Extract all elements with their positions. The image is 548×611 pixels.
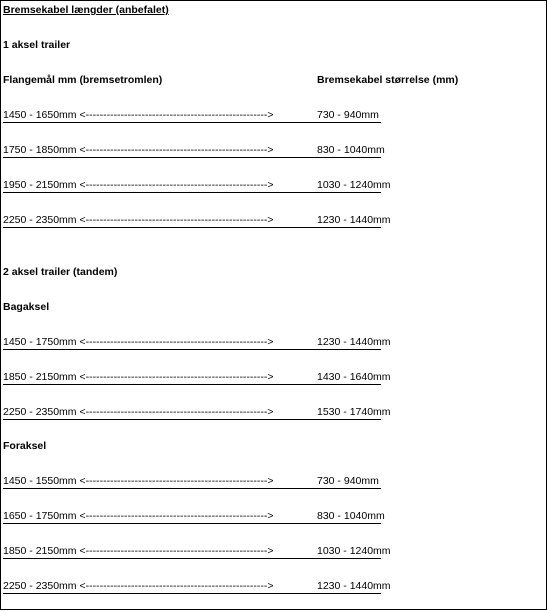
cable-range: 730 - 940mm (317, 109, 379, 121)
cable-range: 730 - 940mm (317, 475, 379, 487)
table-row (3, 371, 391, 385)
table-row (3, 214, 391, 228)
column-header-flange: Flangemål mm (bremsetromlen) (3, 74, 163, 86)
table-row (3, 510, 385, 524)
flange-range: 1750 - 1850mm <----------------------------------------------------> (3, 144, 274, 156)
flange-range: 2250 - 2350mm <----------------------------------------------------> (3, 214, 274, 226)
cable-range: 1030 - 1240mm (317, 179, 391, 191)
flange-range: 2250 - 2350mm <----------------------------------------------------> (3, 580, 274, 592)
cable-range: 1230 - 1440mm (317, 214, 391, 226)
flange-range: 1450 - 1750mm <----------------------------------------------------> (3, 336, 274, 348)
flange-range: 1450 - 1550mm <----------------------------------------------------> (3, 475, 274, 487)
cable-range: 1530 - 1740mm (317, 406, 391, 418)
flange-range: 1450 - 1650mm <----------------------------------------------------> (3, 109, 274, 121)
cable-range: 1230 - 1440mm (317, 580, 391, 592)
cable-range: 830 - 1040mm (317, 510, 385, 522)
table-row (3, 545, 391, 559)
table-row (3, 179, 391, 193)
section-heading-tandem: 2 aksel trailer (tandem) (3, 266, 118, 278)
section-heading-single-axle: 1 aksel trailer (3, 39, 71, 51)
cable-range: 830 - 1040mm (317, 144, 385, 156)
table-row (3, 336, 391, 350)
flange-range: 1950 - 2150mm <----------------------------------------------------> (3, 179, 274, 191)
page-title: Bremsekabel længder (anbefalet) (3, 4, 169, 16)
cable-range: 1430 - 1640mm (317, 371, 391, 383)
flange-range: 1850 - 2150mm <----------------------------------------------------> (3, 545, 274, 557)
table-row (3, 406, 391, 420)
cable-range: 1230 - 1440mm (317, 336, 391, 348)
table-row (3, 475, 381, 489)
table-row (3, 109, 381, 123)
cable-range: 1030 - 1240mm (317, 545, 391, 557)
flange-range: 1650 - 1750mm <----------------------------------------------------> (3, 510, 274, 522)
subheading-rear-axle: Bagaksel (3, 301, 50, 313)
table-row (3, 580, 391, 594)
table-row (3, 144, 385, 158)
flange-range: 1850 - 2150mm <----------------------------------------------------> (3, 371, 274, 383)
column-header-cable-size: Bremsekabel størrelse (mm) (317, 74, 459, 86)
flange-range: 2250 - 2350mm <----------------------------------------------------> (3, 406, 274, 418)
subheading-front-axle: Foraksel (3, 440, 47, 452)
